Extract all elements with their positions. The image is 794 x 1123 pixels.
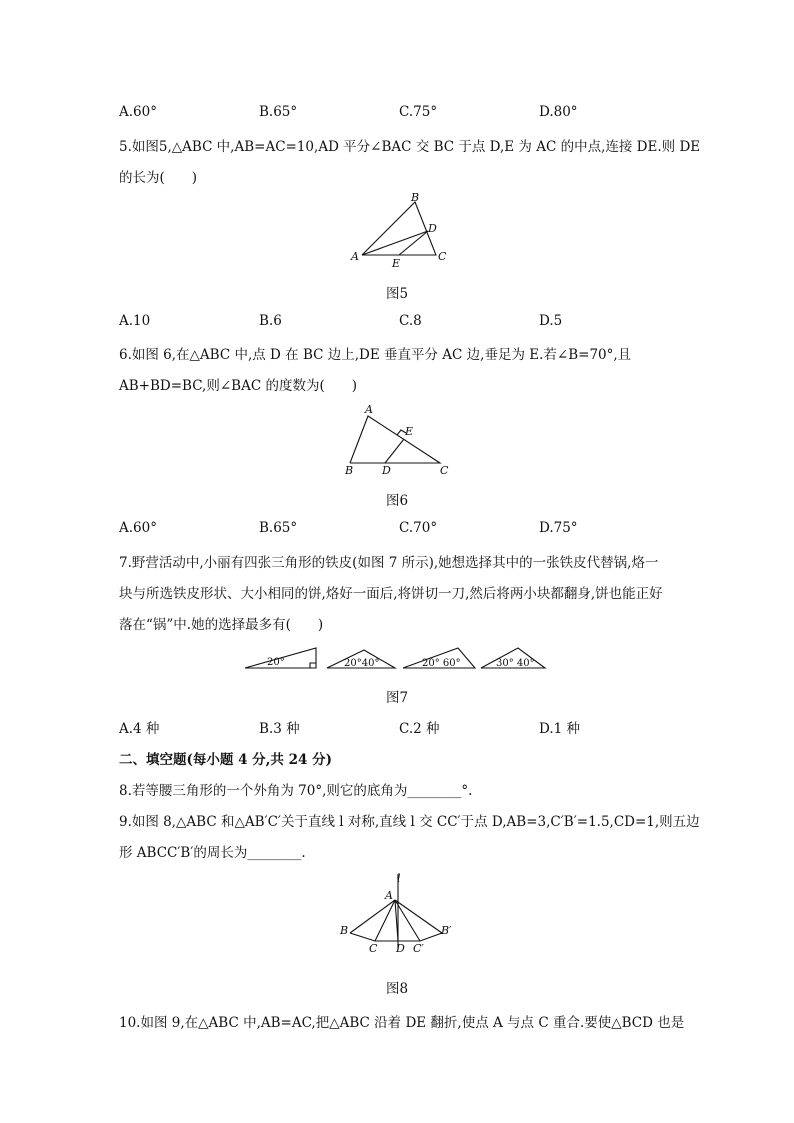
q8-text: 8.若等腰三角形的一个外角为 70°,则它的底角为________°. <box>119 783 473 799</box>
fig5-label-b: B <box>411 191 420 204</box>
q5-option-c: C.8 <box>399 313 422 329</box>
q5-text-line2: 的长为( ) <box>119 170 198 186</box>
fig5-segment-de <box>399 231 428 255</box>
q7-text-line1: 7.野营活动中,小丽有四张三角形的铁皮(如图 7 所示),她想选择其中的一张铁皮代替锅,烙一 <box>119 555 659 571</box>
fig7-label-4: 30° 40° <box>496 658 535 669</box>
fig8-label-b: B <box>340 924 349 937</box>
fig7-label-2: 20°40° <box>344 658 380 669</box>
fig8-label-c-prime: C′ <box>413 942 424 955</box>
fig6-label-d: D <box>382 464 391 477</box>
q7-text-line3: 落在“锅”中.她的选择最多有( ) <box>119 617 324 633</box>
figure-6 <box>335 398 460 480</box>
figure-7-caption: 图7 <box>385 690 409 706</box>
q6-option-a: A.60° <box>119 520 157 536</box>
q4-option-d: D.80° <box>539 104 578 120</box>
fig6-segment-de <box>385 439 404 463</box>
fig7-label-1: 20° <box>267 657 285 668</box>
fig6-triangle <box>350 416 440 463</box>
fig5-label-a: A <box>351 250 359 263</box>
q6-text-line2: AB+BD=BC,则∠BAC 的度数为( ) <box>119 378 357 394</box>
q5-option-d: D.5 <box>539 313 563 329</box>
q6-text-line1: 6.如图 6,在△ABC 中,点 D 在 BC 边上,DE 垂直平分 AC 边,垂足为 E.若∠B=70°,且 <box>119 347 632 363</box>
fig5-label-e: E <box>392 257 401 270</box>
q5-option-b: B.6 <box>259 313 282 329</box>
fig8-label-b-prime: B′ <box>441 924 452 937</box>
fig5-label-c: C <box>438 250 447 263</box>
fig5-label-d: D <box>428 222 437 235</box>
fig6-label-b: B <box>345 464 354 477</box>
q5-text-line1: 5.如图5,△ABC 中,AB=AC=10,AD 平分∠BAC 交 BC 于点 D,E 为 AC 的中点,连接 DE.则 DE <box>119 139 701 155</box>
figure-8 <box>335 868 460 956</box>
q7-text-line2: 块与所选铁皮形状、大小相同的饼,烙好一面后,将饼切一刀,然后将两小块都翻身,饼也能正好 <box>119 586 663 602</box>
section-2-title: 二、填空题(每小题 4 分,共 24 分) <box>119 752 332 768</box>
fig5-triangle <box>362 202 436 255</box>
fig6-label-c: C <box>440 464 449 477</box>
figure-5 <box>340 190 460 270</box>
q9-text-line1: 9.如图 8,△ABC 和△AB′C′关于直线 l 对称,直线 l 交 CC′于点 D,AB=3,C′B′=1.5,CD=1,则五边 <box>119 814 700 830</box>
figure-8-caption: 图8 <box>385 981 409 997</box>
q10-text: 10.如图 9,在△ABC 中,AB=AC,把△ABC 沿着 DE 翻折,使点 A 与点 C 重合.要使△BCD 也是 <box>119 1015 685 1031</box>
figure-5-caption: 图5 <box>385 286 409 302</box>
q4-option-b: B.65° <box>259 104 298 120</box>
fig8-label-d: D <box>396 942 405 955</box>
figure-6-caption: 图6 <box>385 493 409 509</box>
figure-7 <box>240 640 555 676</box>
fig8-label-c: C <box>369 942 378 955</box>
fig8-triangle-abc-prime <box>395 900 442 941</box>
fig6-label-a: A <box>365 403 373 416</box>
fig8-label-l: l <box>397 872 401 885</box>
q9-text-line2: 形 ABCC′B′的周长为________. <box>119 845 306 861</box>
fig7-label-3: 20° 60° <box>422 658 461 669</box>
fig8-label-a: A <box>385 889 393 902</box>
q7-option-c: C.2 种 <box>399 721 440 737</box>
q6-option-d: D.75° <box>539 520 578 536</box>
q7-option-b: B.3 种 <box>259 721 300 737</box>
fig8-triangle-abc <box>350 900 395 941</box>
q6-option-c: C.70° <box>399 520 438 536</box>
fig6-label-e: E <box>405 425 414 438</box>
q7-option-a: A.4 种 <box>119 721 160 737</box>
fig5-segment-ad <box>362 231 428 255</box>
q6-option-b: B.65° <box>259 520 298 536</box>
fig7-right-angle-mark <box>310 663 316 668</box>
q5-option-a: A.10 <box>119 313 151 329</box>
q4-option-a: A.60° <box>119 104 157 120</box>
q7-option-d: D.1 种 <box>539 721 581 737</box>
q4-option-c: C.75° <box>399 104 438 120</box>
